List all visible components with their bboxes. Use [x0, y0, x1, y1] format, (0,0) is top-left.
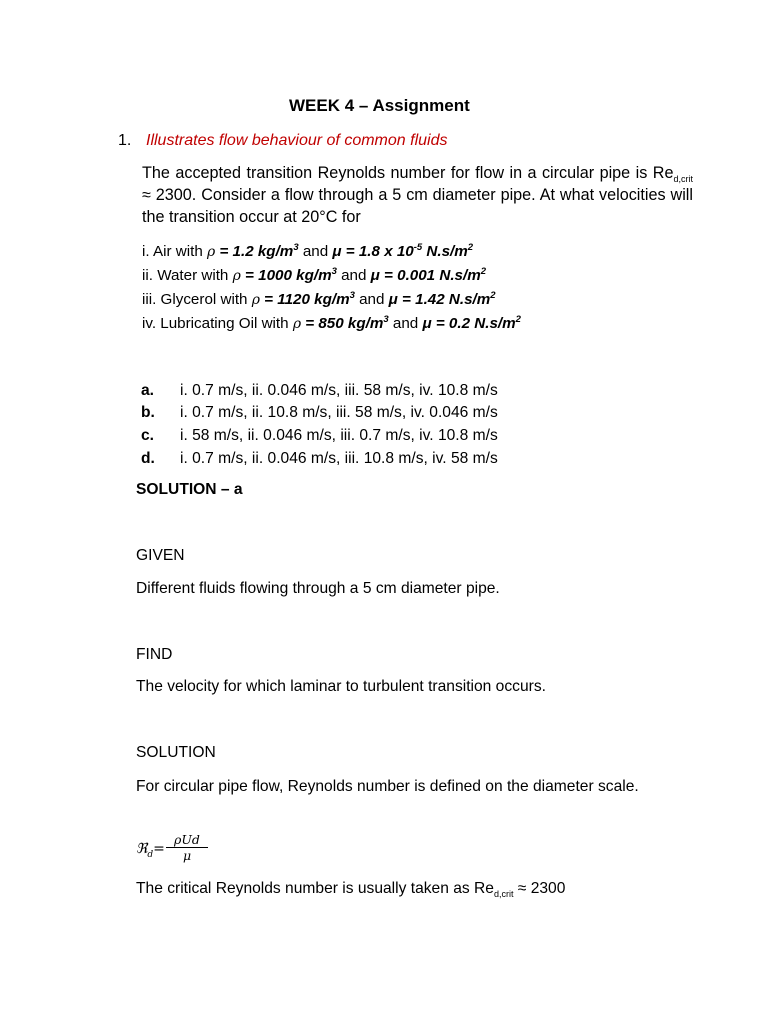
formula-denominator: μ [182, 848, 192, 863]
option-d-text: i. 0.7 m/s, ii. 0.046 m/s, iii. 10.8 m/s, iv. 58 m/s [180, 450, 498, 467]
option-c-letter: c. [141, 427, 155, 444]
page-title: WEEK 4 – Assignment [289, 96, 470, 115]
option-a-text: i. 0.7 m/s, ii. 0.046 m/s, iii. 58 m/s, iv. 10.8 m/s [180, 382, 498, 399]
option-d-letter: d. [141, 450, 155, 467]
option-a-letter: a. [141, 382, 155, 399]
given-heading: GIVEN [136, 547, 185, 564]
solution-text: For circular pipe flow, Reynolds number is defined on the diameter scale. [136, 778, 639, 795]
fluid-item-oil: iv. Lubricating Oil with ρ = 850 $kg/m^3$ and μ = 0.2 $N.s/m^2$ [142, 313, 521, 332]
question-number: 1. [118, 132, 132, 149]
fluid-item-air: i. Air with ρ = 1.2 $kg/m^3$ and μ = 1.8 x $10^{-5}$ $N.s/m^2$ [142, 241, 474, 260]
find-heading: FIND [136, 646, 173, 663]
answer-label: SOLUTION – a [136, 481, 243, 498]
solution-heading: SOLUTION [136, 744, 216, 761]
option-b-text: i. 0.7 m/s, ii. 10.8 m/s, iii. 58 m/s, iv. 0.046 m/s [180, 404, 498, 421]
formula-numerator: ρUd [166, 832, 208, 848]
question-intro: The accepted transition Reynolds number for flow in a circular pipe is $Re_{d,crit} \approx 2300$. Consider a flow through a 5 cm diameter pipe. At what velocities will the transition occur at 20°C for [142, 164, 693, 226]
critical-text: The critical Reynolds number is usually taken as $Re_{d,crit} \approx 2300$ [136, 880, 566, 900]
fluid-item-glycerol: iii. Glycerol with ρ = 1120 $kg/m^3$ and μ = 1.42 $N.s/m^2$ [142, 289, 496, 308]
option-c-text: i. 58 m/s, ii. 0.046 m/s, iii. 0.7 m/s, iv. 10.8 m/s [180, 427, 498, 444]
formula-lhs: ℜ$_d$= [136, 841, 165, 860]
given-text: Different fluids flowing through a 5 cm diameter pipe. [136, 580, 500, 597]
fluid-item-water: ii. Water with ρ = 1000 $kg/m^3$ and μ = 0.001 $N.s/m^2$ [142, 265, 487, 284]
option-b-letter: b. [141, 404, 155, 421]
find-text: The velocity for which laminar to turbulent transition occurs. [136, 678, 546, 695]
question-heading: Illustrates flow behaviour of common fluids [146, 132, 448, 149]
formula-fraction [166, 832, 208, 864]
